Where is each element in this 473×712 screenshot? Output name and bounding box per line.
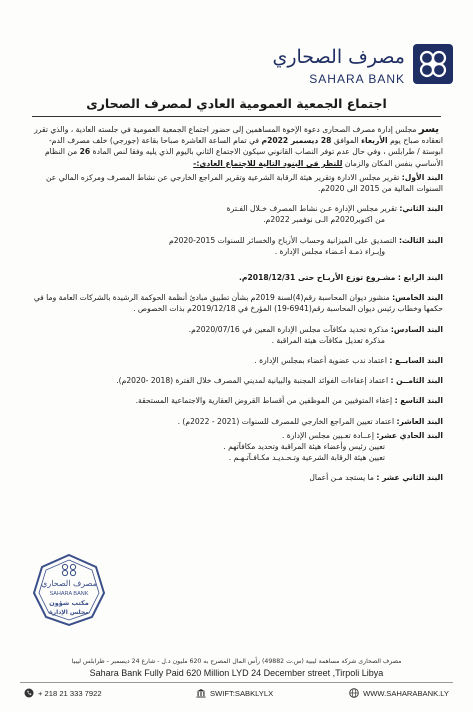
agenda-item-text: التصديق على الميزانية وحساب الأرباح والخسائر للسنوات 2015-2020م xyxy=(169,235,397,245)
agenda-item-text: تعيين رئيس وأعضاء هيئة المراقبة وتحديد مكافآتهم . xyxy=(223,442,385,452)
agenda-item-label: البند الثامــن : xyxy=(390,376,443,386)
agenda-item-11 xyxy=(30,430,443,464)
bank-building-icon xyxy=(196,688,206,698)
agenda-item-label: البند الرابع : xyxy=(397,273,443,283)
stamp-name-arabic: مصرف الصحاري xyxy=(41,579,97,588)
agenda-item-text: إعــادة تعـيين مجلس الإدارة . xyxy=(281,430,374,440)
bank-name-english: SAHARA BANK xyxy=(309,72,405,86)
footer-swift xyxy=(196,688,273,698)
footer-address-arabic: مصرف الصحارى شركة مساهمة ليبية (س.ت 49882) رأس المال المصرح به 620 مليون د.ل - شارع 24 ديسمبر - طرابلس ليبيا xyxy=(71,658,402,665)
agenda-item-6 xyxy=(30,324,443,346)
agenda-item-text: تقرير مجلس الإدارة عـن نشاط المصرف خـلال الفـترة xyxy=(226,204,397,214)
agenda-lead: للنظر في البنود التالية للاجتماع العادي:- xyxy=(193,158,343,168)
agenda-item-2 xyxy=(30,203,443,225)
agenda-item-label: البند الخامس: xyxy=(392,293,443,303)
agenda-item-12 xyxy=(30,472,443,483)
title-divider xyxy=(32,116,441,117)
stamp-office: مكتب شؤون xyxy=(49,599,89,607)
intro-paragraph xyxy=(30,124,443,169)
agenda-item-text: اعتماد ندب عضوية أعضاء بمجلس الإدارة . xyxy=(254,356,387,366)
agenda-item-text: تقرير مجلس الادارة وتقرير هيئة الرقابة الشرعية وتقرير المراجع الخارجي عن نشاط المصرف ومركزه المالي عن السنوات المالية من 2015 الى 2020م. xyxy=(46,172,443,194)
agenda-item-label: البند السادس: xyxy=(390,324,443,334)
agenda-item-5 xyxy=(30,292,443,314)
official-stamp xyxy=(32,553,106,627)
agenda-item-text: اعتماد إعفاءات الفوائد المجنبة والبيانية لمديني المصرف خلال الفترة (2018 -2020م). xyxy=(116,376,389,386)
phone-icon xyxy=(24,688,34,698)
agenda-item-9 xyxy=(30,395,443,406)
agenda-item-text: إعفاء المتوفيين من الموظفين من أقساط القروض العقارية والاجتماعية المستحقة. xyxy=(135,396,393,406)
stamp-name-english: SAHARA BANK xyxy=(49,591,89,597)
agenda-item-label: البند العاشر: xyxy=(396,416,443,426)
intro-text-1: مجلس إدارة مصرف الصحارى دعوة الإخوة المساهمين إلى حضور اجتماع الجمعية العمومية في جلسته العادية ، والذي تقرر انعقاده صباح يوم xyxy=(34,125,443,146)
intro-text-3: في تمام الساعة العاشرة صباحا بقاعة (جورجي) خلف مصرف الدم- ابوستة / طرابلس ، وفي حال عدم توفر النصاب القانوني سيكون الاجتماع الثاني باليوم الذي يليه وفقا لنص المادة xyxy=(49,136,443,157)
agenda-item-4 xyxy=(30,272,443,283)
agenda-item-text: اعتماد تعيين المراجع الخارجي للمصرف للسنوات (2021 - 2022م) . xyxy=(177,416,395,426)
agenda-item-1 xyxy=(30,172,443,194)
agenda-item-text: وإبـراء ذمـة أعـضاء مجلس الإدارة . xyxy=(274,246,385,256)
globe-icon xyxy=(349,688,359,698)
intro-lead: يسر xyxy=(418,124,439,135)
agenda-item-7 xyxy=(30,355,443,366)
meeting-date: 28 ديسمبر 2022م xyxy=(261,136,332,146)
agenda-item-label: البند الثالث: xyxy=(398,235,443,245)
bank-logo xyxy=(272,44,453,94)
agenda-item-text: مذكرة تحديد مكافآت مجلس الإدارة المعين في 2020/07/16م. xyxy=(188,324,389,334)
agenda-item-8 xyxy=(30,375,443,386)
sahara-emblem-icon xyxy=(413,44,453,84)
agenda-item-10 xyxy=(30,416,443,427)
website-url[interactable]: WWW.SAHARABANK.LY xyxy=(363,688,449,698)
document-title: اجتماع الجمعية العمومية العادي لمصرف الصحارى xyxy=(86,96,387,111)
agenda-item-label: البند التاسع : xyxy=(394,396,443,406)
intro-text-2: الموافق xyxy=(333,136,359,146)
meeting-day: الأربعاء xyxy=(361,136,388,146)
phone-number: + 218 21 333 7922 xyxy=(38,688,102,698)
stamp-board: مجلس الإدارة xyxy=(49,609,89,616)
agenda-item-text: مذكرة تعديل مكافآت هيئة المراقبة . xyxy=(271,335,385,345)
agenda-item-text: منشور ديوان المحاسبة رقم(4)لسنة 2019م بشأن تطبيق مبادئ أنظمة الحوكمة الرشيدة بالشركات العامة وما في حكمها وخطاب رئيس ديوان المحاسبة رقم(6941-19) المؤرخ في 2019/12/18م بذات الخصوص . xyxy=(33,293,443,314)
footer-address-english: Sahara Bank Fully Paid 620 Million LYD 24 December street ,Tirpoli Libya xyxy=(89,668,384,678)
footer-website xyxy=(349,688,449,698)
agenda-item-text: من اكتوبر2020م الـى نوفمبر 2022م. xyxy=(263,215,385,225)
agenda-item-label: البند الثاني عشر : xyxy=(376,473,443,483)
agenda-item-text: ما يستجد مـن أعمال xyxy=(309,473,374,483)
intro-text-4: من النظام الأساسي بنفس المكان والزمان xyxy=(44,147,443,168)
document-body xyxy=(30,124,443,484)
agenda-item-label: البند الأول: xyxy=(401,172,443,182)
footer-phone xyxy=(24,688,102,698)
agenda-item-label: البند الحادي عشر: xyxy=(376,430,443,440)
swift-code: SWIFT:SABKLYLX xyxy=(210,688,274,698)
agenda-item-label: البند السابــع : xyxy=(389,356,443,366)
agenda-item-text: تعيين هيئة الرقابة الشرعية وتـحـديـد مكـافـآتـهـم . xyxy=(228,453,385,463)
footer-divider xyxy=(20,682,453,683)
agenda-item-text: مشـروع توزع الأربـاح حتى 2018/12/31م. xyxy=(239,273,396,283)
bank-name-arabic: مصرف الصحاري xyxy=(272,46,405,68)
agenda-item-label: البند الثاني: xyxy=(399,204,443,214)
article-number: 26 xyxy=(79,147,91,157)
agenda-item-3 xyxy=(30,235,443,257)
